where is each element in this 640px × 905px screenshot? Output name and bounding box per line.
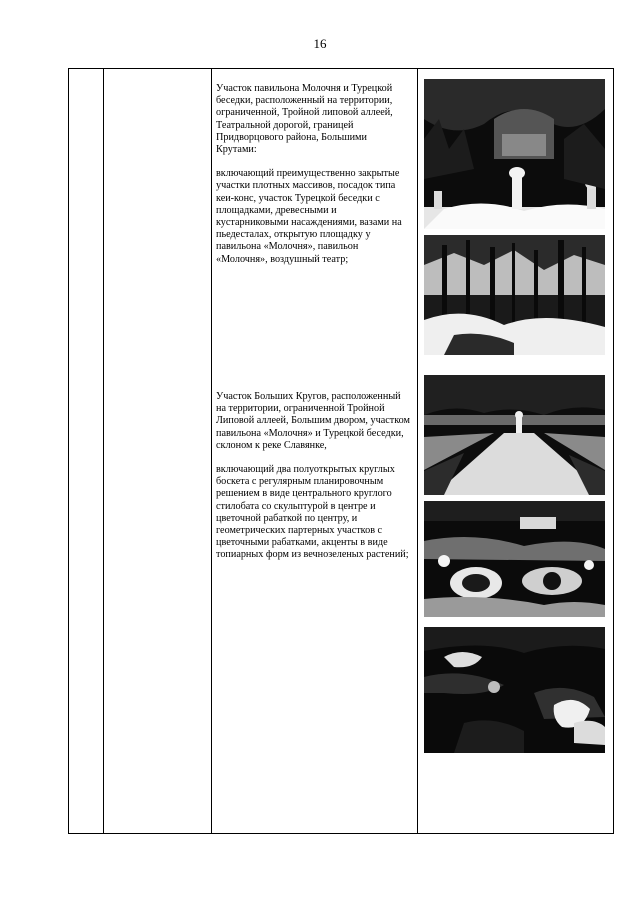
section-description: включающий преимущественно закрытые участки плотных массивов, посадок типа кеи-конс, участок Турецкой беседки с площадками, древесными и кустарниковыми насаждениями, вазами на пьедесталах, открытую площадку у павильона «Молочня», павильон «Молочня», воздушный театр; — [216, 168, 402, 265]
linden-grove-photo — [424, 235, 605, 355]
page-number: 16 — [313, 36, 327, 51]
column-divider — [211, 69, 212, 833]
big-circles-alley-photo — [424, 375, 605, 495]
parterre-flowerbeds-photo — [424, 501, 605, 617]
column-divider — [417, 69, 418, 833]
section-description: включающий два полуоткрытых круглых боскета с регулярным планировочным решением в виде центрального круглого стилобата со скульптурой в центре и цветочной рабаткой по центру, и геометрических партерных участков с цветочными рабатками, акценты в виде топиарных форм из вечнозеленых растений; — [216, 464, 409, 561]
section-title: Участок павильона Молочня и Турецкой беседки, расположенный на территории, ограниченной, Тройной липовой аллеей, Театральной дорогой, границей Придворцового района, Большими Крутами: — [216, 83, 393, 156]
section-1-text — [216, 83, 410, 266]
section-title: Участок Больших Кругов, расположенный на территории, ограниченной Тройной Липовой аллеей, Большим двором, участком павильона «Молочня» и Турецкой беседки, склоном к реке Славянке, — [216, 391, 410, 451]
pavilion-molochnya-photo — [424, 79, 605, 229]
section-2-text — [216, 391, 410, 562]
column-divider — [103, 69, 104, 833]
topiary-garden-photo — [424, 627, 605, 753]
document-table — [68, 68, 614, 834]
